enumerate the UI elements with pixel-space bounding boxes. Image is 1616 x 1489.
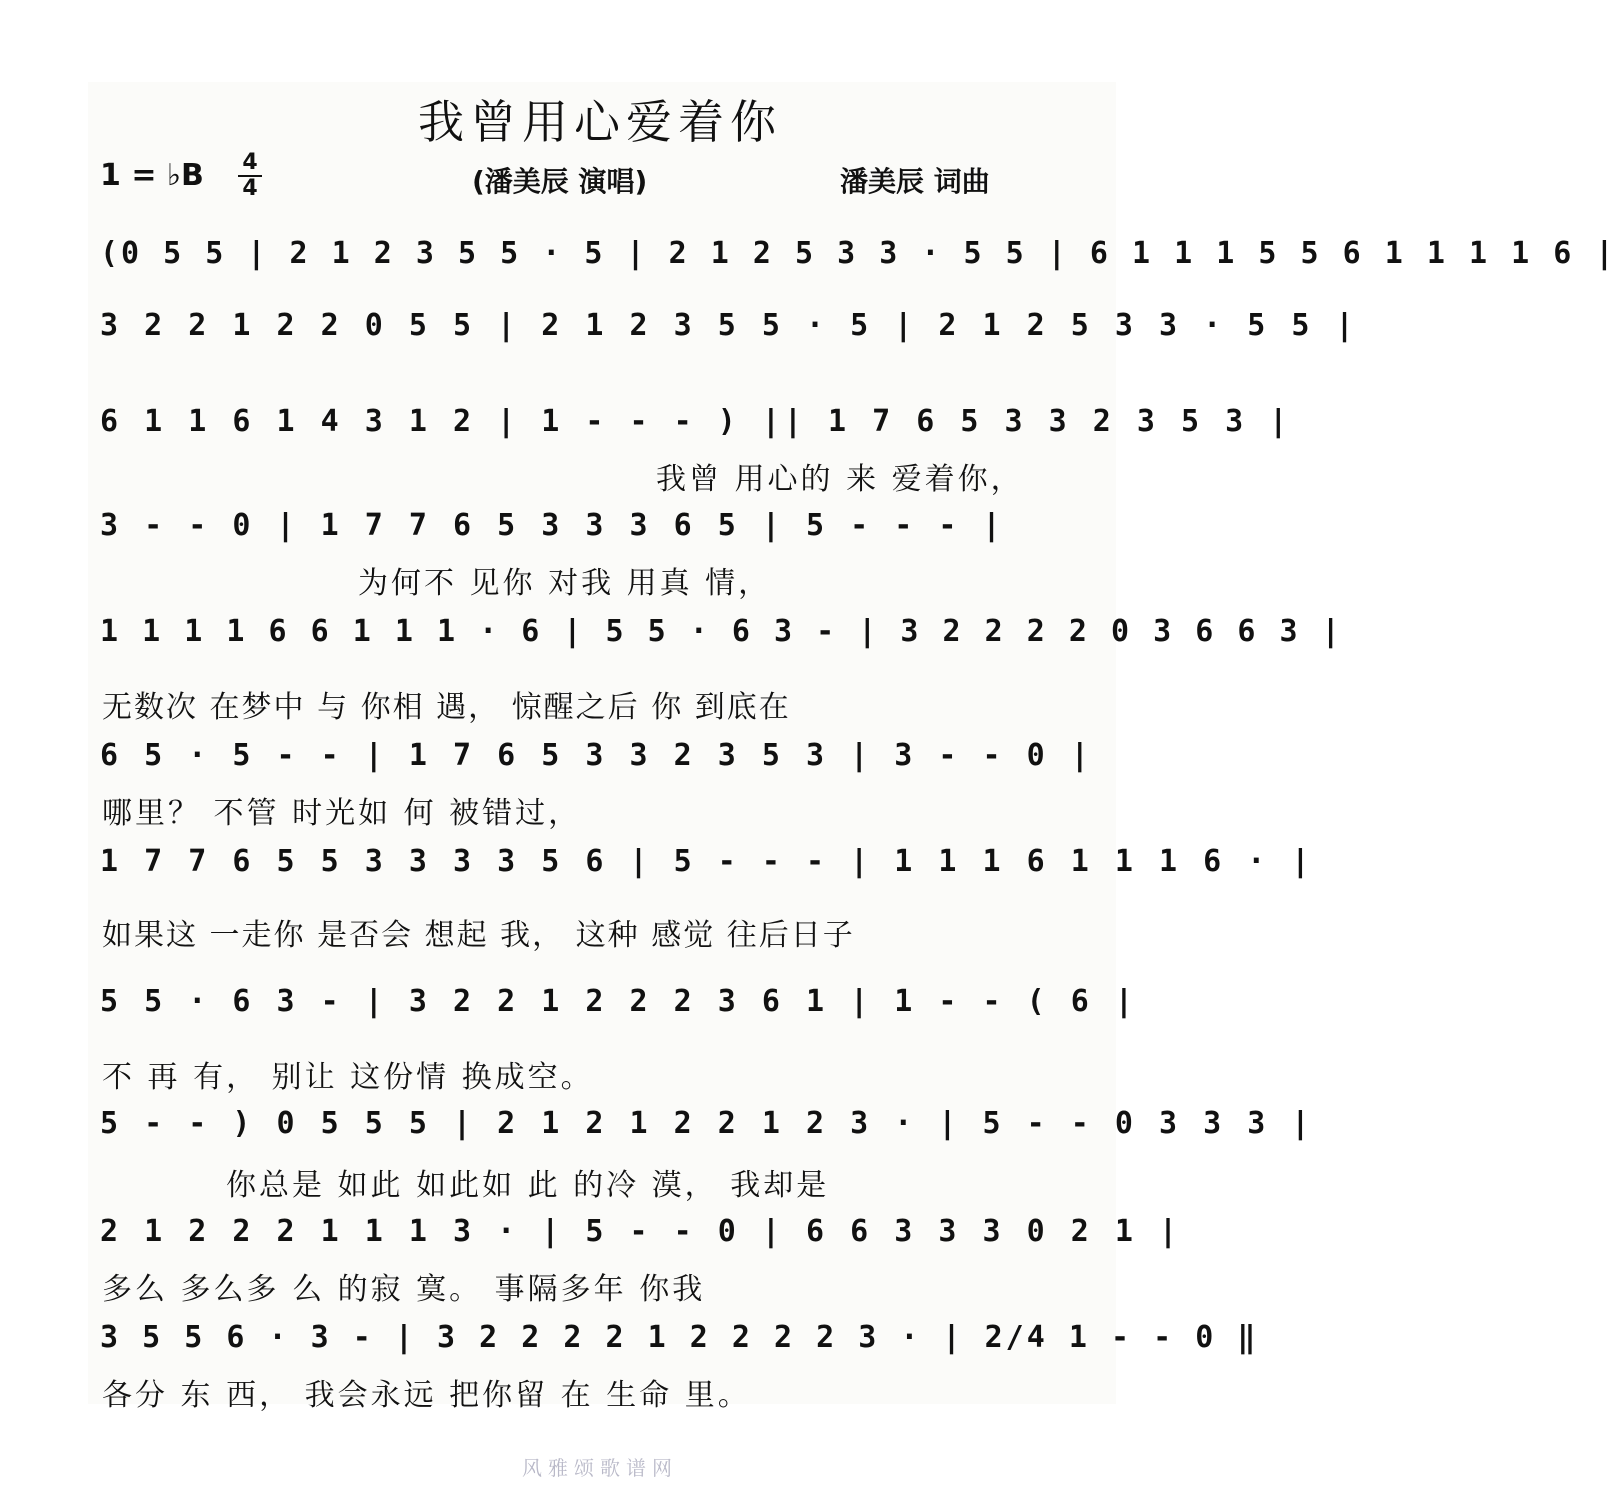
- score-line-7: 1 7 7 6 5 5 3 3 3 3 5 6 | 5 - - - | 1 1 1 6 1 1 1 6 · |: [100, 844, 1314, 879]
- score-line-8: 5 5 · 6 3 - | 3 2 2 1 2 2 2 3 6 1 | 1 - - ( 6 |: [100, 984, 1137, 1019]
- song-title: 我曾用心爱着你: [418, 95, 782, 149]
- time-signature: [236, 152, 264, 200]
- lyric-line-6: 哪里？ 不管 时光如 何 被错过，: [102, 796, 582, 831]
- score-line-4: 3 - - 0 | 1 7 7 6 5 3 3 3 6 5 | 5 - - - |: [100, 508, 1005, 543]
- score-line-5: 1 1 1 1 6 6 1 1 1 · 6 | 5 5 · 6 3 - | 3 2 2 2 2 0 3 6 6 3 |: [100, 614, 1343, 649]
- lyric-line-11: 各分 东 西， 我会永远 把你留 在 生命 里。: [102, 1378, 751, 1413]
- score-line-11: 3 5 5 6 · 3 - | 3 2 2 2 2 1 2 2 2 2 3 · | 2/4 1 - - 0 ‖: [100, 1320, 1259, 1355]
- score-line-1: (0 5 5 | 2 1 2 3 5 5 · 5 | 2 1 2 5 3 3 · 5 5 | 6 1 1 1 5 5 6 1 1 1 1 6 |: [100, 236, 1616, 271]
- score-line-2: 3 2 2 1 2 2 0 5 5 | 2 1 2 3 5 5 · 5 | 2 1 2 5 3 3 · 5 5 |: [100, 308, 1358, 343]
- time-signature-top: 4: [242, 150, 258, 175]
- key-signature: 1 = ♭B: [100, 158, 204, 193]
- site-watermark: 风雅颂歌谱网: [522, 1456, 678, 1480]
- singer-credit: (潘美辰 演唱): [472, 165, 648, 198]
- score-line-10: 2 1 2 2 2 1 1 1 3 · | 5 - - 0 | 6 6 3 3 3 0 2 1 |: [100, 1214, 1182, 1249]
- composer-credit: 潘美辰 词曲: [840, 165, 990, 198]
- lyric-line-10: 多么 多么多 么 的寂 寞。 事隔多年 你我: [102, 1272, 706, 1307]
- score-line-3: 6 1 1 6 1 4 3 1 2 | 1 - - - ) || 1 7 6 5 3 3 2 3 5 3 |: [100, 404, 1292, 439]
- lyric-line-5: 无数次 在梦中 与 你相 遇， 惊醒之后 你 到底在: [102, 690, 791, 725]
- lyric-line-7: 如果这 一走你 是否会 想起 我， 这种 感觉 往后日子: [102, 918, 855, 953]
- lyric-line-4: 为何不 见你 对我 用真 情，: [358, 566, 772, 601]
- lyric-line-8: 不 再 有， 别让 这份情 换成空。: [102, 1060, 594, 1095]
- time-signature-bottom: 4: [242, 176, 258, 201]
- score-line-6: 6 5 · 5 - - | 1 7 6 5 3 3 2 3 5 3 | 3 - - 0 |: [100, 738, 1093, 773]
- lyric-line-9: 你总是 如此 如此如 此 的冷 漠， 我却是: [226, 1168, 830, 1203]
- score-line-9: 5 - - ) 0 5 5 5 | 2 1 2 1 2 2 1 2 3 · | 5 - - 0 3 3 3 |: [100, 1106, 1314, 1141]
- lyric-line-3: 我曾 用心的 来 爱着你，: [656, 462, 1024, 497]
